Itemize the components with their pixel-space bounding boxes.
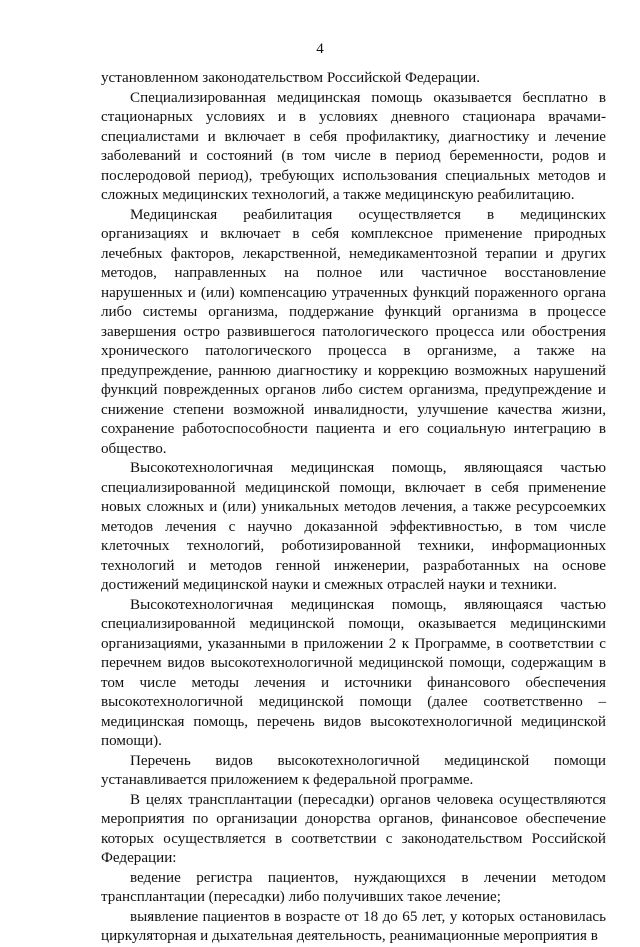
document-body [101, 69, 606, 947]
paragraph-high-tech-care-providers: Высокотехнологичная медицинская помощь, являющаяся частью специализированной медицинской помощи, оказывается медицинскими организациями, указанными в приложении 2 к Программе, в соответствии с перечнем видов высокотехнологичной медицинской помощи, содержащим в том числе методы лечения и источники финансового обеспечения высокотехнологичной медицинской помощи (далее соответственно – медицинская помощь, перечень видов высокотехнологичной медицинской помощи). [101, 596, 606, 749]
paragraph-high-tech-care-definition: Высокотехнологичная медицинская помощь, являющаяся частью специализированной медицинской помощи, включает в себя применение новых сложных и (или) уникальных методов лечения, а также ресурсоемких методов лечения с научно доказанной эффективностью, в том числе клеточных технологий, роботизированной техники, информационных технологий и методов генной инженерии, разработанных на основе достижений медицинской науки и смежных отраслей науки и техники. [101, 460, 606, 593]
paragraph-specialized-care: Специализированная медицинская помощь оказывается бесплатно в стационарных условиях и в условиях дневного стационара врачами-специалистами и включает в себя профилактику, диагностику и лечение заболеваний и состояний (в том числе в период беременности, родов и послеродовой период), требующих использования специальных методов и сложных медицинских технологий, а также медицинскую реабилитацию. [101, 89, 606, 203]
paragraph-continuation: установленном законодательством Российской Федерации. [101, 70, 481, 86]
page-number: 4 [316, 41, 324, 57]
paragraph-medical-rehabilitation: Медицинская реабилитация осуществляется в медицинских организациях и включает в себя комплексное применение природных лечебных факторов, лекарственной, немедикаментозной терапии и других методов, направленных на полное или частичное восстановление нарушенных и (или) компенсацию утраченных функций пораженного органа либо системы организма, поддержание функций организма в процессе завершения остро развившегося патологического процесса или обострения хронического патологического процесса в организме, а также на предупреждение, раннюю диагностику и коррекцию возможных нарушений функций поврежденных органов либо систем организма, предупреждение и снижение степени возможной инвалидности, улучшение качества жизни, сохранение работоспособности пациента и его социальную интеграцию в общество. [101, 206, 606, 457]
paragraph-transplantation: В целях трансплантации (пересадки) органов человека осуществляются мероприятия по организации донорства органов, финансовое обеспечение которых осуществляется в соответствии с законодательством Российской Федерации: [101, 791, 606, 866]
paragraph-patient-registry: ведение регистра пациентов, нуждающихся в лечении методом трансплантации (пересадки) либо получивших такое лечение; [101, 869, 606, 905]
paragraph-patient-identification: выявление пациентов в возрасте от 18 до 65 лет, у которых остановилась циркуляторная и дыхательная деятельность, реанимационные мероприятия в [101, 908, 606, 944]
paragraph-high-tech-list: Перечень видов высокотехнологичной медицинской помощи устанавливается приложением к федеральной программе. [101, 752, 606, 788]
